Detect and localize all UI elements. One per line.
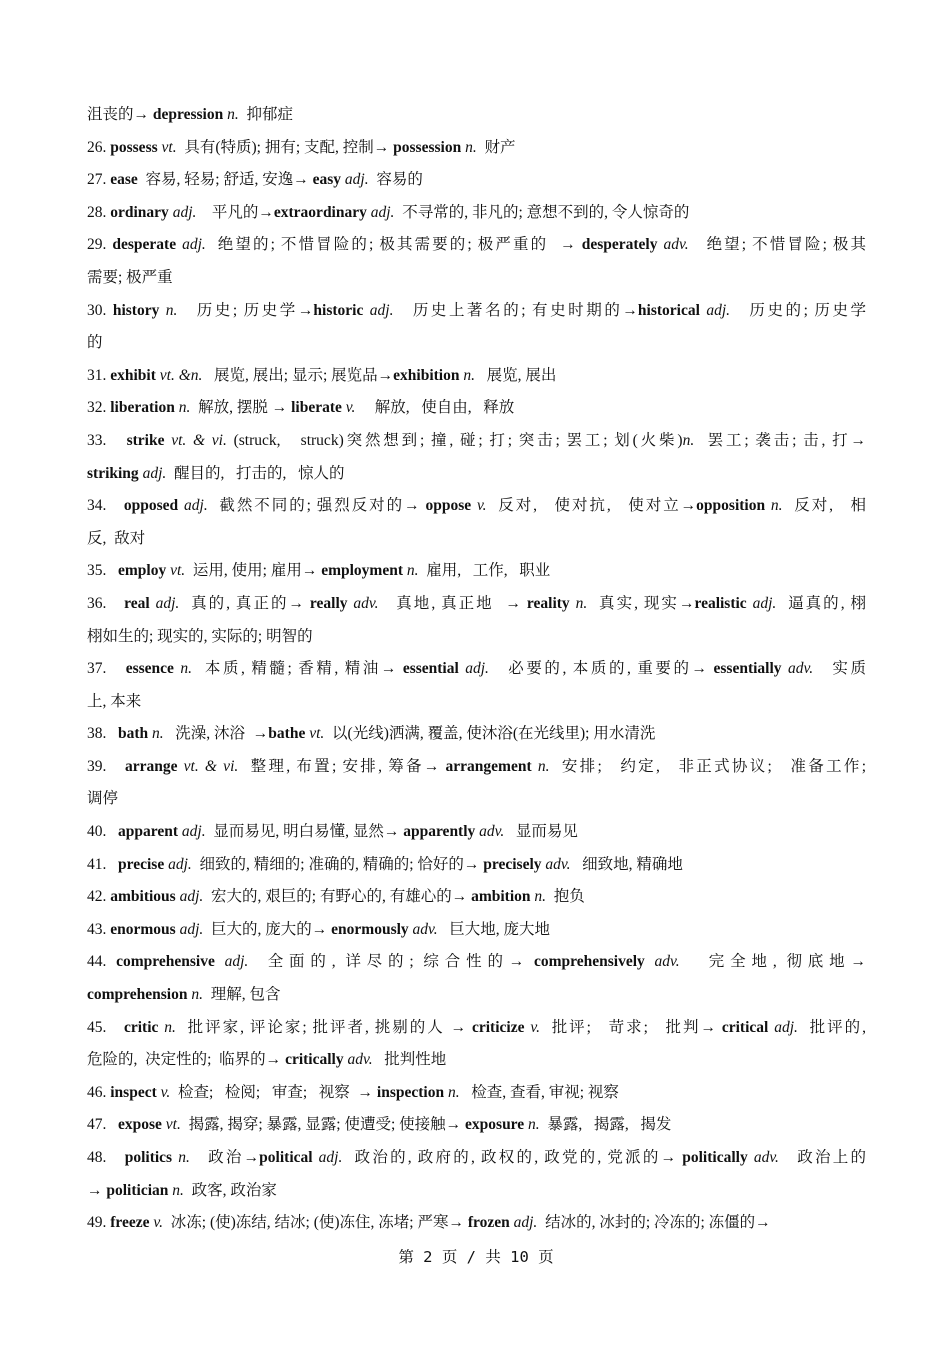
part-of-speech: v. <box>524 1018 540 1036</box>
definition-text: 49. <box>87 1214 111 1232</box>
entry-line <box>87 686 866 719</box>
definition-text: 理解, 包含 <box>202 986 281 1004</box>
headword: historical <box>637 301 700 319</box>
part-of-speech: adj. <box>768 1018 798 1036</box>
headword: comprehensively <box>534 953 645 971</box>
headword: inspection <box>376 1083 445 1101</box>
headword: critically <box>285 1051 344 1069</box>
vocab-entry <box>87 946 866 1011</box>
headword: liberate <box>291 399 342 417</box>
definition-text: 抱负 <box>546 888 585 906</box>
part-of-speech: vt. & vi. <box>177 757 239 775</box>
part-of-speech: adv. <box>408 920 438 938</box>
vocab-entry <box>87 914 866 947</box>
definition-text: 解放, 使自由, 释放 <box>355 399 515 417</box>
part-of-speech: n. <box>444 1083 460 1101</box>
definition-text: 雇用, 工作, 职业 <box>418 562 551 580</box>
page-number: 第 2 页 / 共 10 页 <box>398 1248 554 1266</box>
headword: freeze <box>110 1214 150 1232</box>
headword: arrangement <box>445 757 532 775</box>
entry-line <box>87 327 866 360</box>
definition-text: 历史; 历史学→ <box>177 301 314 319</box>
entry-line <box>87 783 866 816</box>
definition-text: 政客, 政治家 <box>183 1181 277 1199</box>
part-of-speech: n. <box>765 497 783 515</box>
part-of-speech: vt. <box>161 1116 181 1134</box>
part-of-speech: adv. <box>347 594 379 612</box>
entry-line <box>87 1175 866 1208</box>
definition-text: 财产 <box>476 138 516 156</box>
definition-text: 反对, 相 <box>782 497 866 515</box>
definition-text: 巨大地, 庞大地 <box>437 920 551 938</box>
definition-text: 检查, 查看, 审视; 视察 <box>459 1083 619 1101</box>
vocab-entry <box>87 164 866 197</box>
vocab-entry <box>87 555 866 588</box>
part-of-speech: adj. <box>175 888 204 906</box>
part-of-speech: adj. <box>168 203 197 221</box>
definition-text: 安排; 约定, 非正式协议; 准备工作; <box>549 757 866 775</box>
part-of-speech: vt. & vi. <box>164 431 227 449</box>
headword: ambition <box>471 888 531 906</box>
definition-text: 洗澡, 沐浴 → <box>163 725 269 743</box>
vocab-entry <box>87 881 866 914</box>
definition-text: 平凡的→ <box>196 203 274 221</box>
part-of-speech: v. <box>341 399 356 417</box>
entry-line <box>87 946 866 979</box>
definition-text: 批判性地 <box>372 1051 447 1069</box>
entry-line <box>87 99 866 132</box>
part-of-speech: adv. <box>644 953 680 971</box>
part-of-speech: adj. <box>178 823 206 841</box>
definition-text: 41. <box>87 855 118 873</box>
part-of-speech: adj. <box>149 594 180 612</box>
definition-text: 显而易见, 明白易懂, 显然→ <box>205 823 404 841</box>
vocab-entry <box>87 1077 866 1110</box>
definition-text: 检查; 检阅; 审查; 视察 → <box>170 1083 377 1101</box>
part-of-speech: n. <box>459 366 475 384</box>
definition-text: 解放, 摆脱 → <box>190 399 292 417</box>
entry-line <box>87 849 866 882</box>
headword: possess <box>110 138 158 156</box>
definition-text: 批评家, 评论家; 批评者, 挑剔的人 → <box>175 1018 472 1036</box>
definition-text: 47. <box>87 1116 118 1134</box>
part-of-speech: n. <box>158 1018 176 1036</box>
part-of-speech: n. <box>172 1149 190 1166</box>
vocab-entry <box>87 718 866 751</box>
definition-text: (struck, struck)突然想到; 撞, 碰; 打; 突击; 罢工; 划(火柴) <box>226 431 683 449</box>
headword: ordinary <box>110 203 169 221</box>
definition-text: 历史上著名的; 有史时期的→ <box>393 301 638 319</box>
definition-text: 上, 本来 <box>87 692 142 710</box>
part-of-speech: adj. <box>341 171 369 189</box>
definition-text: 运用, 使用; 雇用→ <box>185 562 322 580</box>
definition-text: 27. <box>87 171 111 189</box>
definition-text: 巨大的, 庞大的→ <box>203 920 332 938</box>
headword: striking <box>87 464 139 482</box>
part-of-speech: n. <box>682 431 695 449</box>
headword: desperately <box>581 236 658 254</box>
definition-text: 揭露, 揭穿; 暴露, 显露; 使遭受; 使接触→ <box>180 1116 466 1134</box>
headword: easy <box>312 171 342 189</box>
entry-line <box>87 197 866 230</box>
definition-text: 32. <box>87 399 111 417</box>
entry-line <box>87 1207 866 1240</box>
entry-line <box>87 229 866 262</box>
definition-text: 需要; 极严重 <box>87 268 173 286</box>
entry-line <box>87 262 866 295</box>
definition-text: 沮丧的→ <box>87 106 153 123</box>
part-of-speech: adv. <box>541 855 571 873</box>
headword: frozen <box>467 1214 510 1232</box>
headword: real <box>124 594 150 612</box>
headword: employ <box>118 562 167 580</box>
headword: liberation <box>110 399 175 417</box>
headword: critical <box>721 1018 769 1036</box>
headword: enormously <box>331 920 409 938</box>
definition-text: 抑郁症 <box>238 106 293 123</box>
entry-line <box>87 1142 866 1175</box>
definition-text: 39. <box>87 757 125 775</box>
part-of-speech: vt. &n. <box>155 366 203 384</box>
vocab-entry <box>87 425 866 490</box>
part-of-speech: adv. <box>657 236 689 254</box>
vocab-entry <box>87 295 866 360</box>
entry-line <box>87 164 866 197</box>
headword: apparent <box>118 823 179 841</box>
headword: enormous <box>110 920 176 938</box>
entry-line <box>87 555 866 588</box>
definition-text: → <box>87 1181 107 1199</box>
definition-text: 全面的, 详尽的; 综合性的→ <box>248 953 535 971</box>
headword: opposed <box>123 497 179 515</box>
definition-text: 完全地, 彻底地→ <box>679 953 866 971</box>
headword: exposure <box>465 1116 525 1134</box>
entry-line <box>87 295 866 328</box>
headword: critic <box>123 1018 159 1036</box>
part-of-speech: n. <box>159 301 178 319</box>
part-of-speech: n. <box>148 725 164 743</box>
headword: opposition <box>696 497 766 515</box>
entry-line <box>87 653 866 686</box>
entry-line <box>87 751 866 784</box>
vocab-entry <box>87 99 866 132</box>
part-of-speech: v. <box>156 1083 171 1101</box>
definition-text: 真地, 真正地 → <box>378 594 527 612</box>
part-of-speech: adj. <box>214 953 249 971</box>
vocab-entry <box>87 1207 866 1240</box>
definition-text: 暴露, 揭露, 揭发 <box>539 1116 672 1134</box>
headword: essential <box>402 660 459 678</box>
definition-text: 政治上的 <box>778 1149 866 1166</box>
definition-text: 真的, 真正的→ <box>179 594 310 612</box>
part-of-speech: adj. <box>164 855 192 873</box>
entry-line <box>87 458 866 491</box>
definition-text: 批评; 苛求; 批判→ <box>539 1018 722 1036</box>
part-of-speech: adj. <box>366 203 395 221</box>
definition-text: 不寻常的, 非凡的; 意想不到的, 令人惊奇的 <box>394 203 690 221</box>
definition-text: 批评的, <box>797 1018 866 1036</box>
headword: precise <box>118 855 165 873</box>
part-of-speech: n. <box>223 106 239 123</box>
definition-text: 历史的; 历史学 <box>730 301 866 319</box>
definition-text: 展览, 展出; 显示; 展览品→ <box>202 366 394 384</box>
entry-line <box>87 1012 866 1045</box>
definition-text: 33. <box>87 431 127 449</box>
headword: exhibition <box>393 366 460 384</box>
part-of-speech: adj. <box>699 301 731 319</box>
part-of-speech: n. <box>174 399 191 417</box>
headword: essentially <box>713 660 782 678</box>
part-of-speech: adv. <box>747 1149 779 1166</box>
definition-text: 栩如生的; 现实的, 实际的; 明智的 <box>87 627 313 645</box>
vocab-entry <box>87 360 866 393</box>
definition-text: 结冰的, 冰封的; 冷冻的; 冻僵的→ <box>537 1214 771 1232</box>
headword: reality <box>526 594 570 612</box>
headword: strike <box>126 431 165 449</box>
definition-text: 展览, 展出 <box>474 366 557 384</box>
vocab-entry <box>87 1142 866 1207</box>
entry-line <box>87 523 866 556</box>
headword: desperate <box>112 236 177 254</box>
definition-text: 26. <box>87 138 111 156</box>
vocab-entry <box>87 816 866 849</box>
entry-line <box>87 490 866 523</box>
entry-line <box>87 425 866 458</box>
definition-text: 整理, 布置; 安排, 筹备→ <box>238 757 446 775</box>
headword: essence <box>125 660 174 678</box>
definition-text: 必要的, 本质的, 重要的→ <box>488 660 714 678</box>
definition-text: 28. <box>87 203 111 221</box>
part-of-speech: adj. <box>175 920 204 938</box>
definition-text: 37. <box>87 660 126 678</box>
definition-text: 显而易见 <box>504 823 578 841</box>
part-of-speech: adv. <box>781 660 814 678</box>
headword: arrange <box>124 757 178 775</box>
entry-line <box>87 1077 866 1110</box>
definition-text: 绝望; 不惜冒险; 极其 <box>688 236 866 254</box>
definition-text: 30. <box>87 301 113 319</box>
definition-text: 40. <box>87 823 118 841</box>
entry-line <box>87 1109 866 1142</box>
vocab-entry <box>87 132 866 165</box>
definition-text: 反, 敌对 <box>87 529 146 547</box>
part-of-speech: adv. <box>343 1051 373 1069</box>
definition-text: 34. <box>87 497 124 515</box>
entry-line <box>87 816 866 849</box>
definition-text: 醒目的, 打击的, 惊人的 <box>166 464 345 482</box>
entry-line <box>87 881 866 914</box>
part-of-speech: n. <box>524 1116 540 1134</box>
definition-text: 实质 <box>813 660 866 678</box>
definition-text: 以(光线)洒满, 覆盖, 使沐浴(在光线里); 用水清洗 <box>324 725 656 743</box>
vocab-entry <box>87 1012 866 1077</box>
part-of-speech: vt. <box>305 725 325 743</box>
entry-line <box>87 1044 866 1077</box>
part-of-speech: adv. <box>475 823 505 841</box>
definition-text: 政治的, 政府的, 政权的, 政党的, 党派的→ <box>342 1149 683 1166</box>
definition-text: 43. <box>87 920 111 938</box>
vocab-entry <box>87 490 866 555</box>
headword: historic <box>313 301 364 319</box>
headword: inspect <box>110 1083 157 1101</box>
part-of-speech: adj. <box>509 1214 538 1232</box>
part-of-speech: adj. <box>363 301 394 319</box>
definition-text: 调停 <box>87 790 119 808</box>
definition-text: 容易的 <box>368 171 423 189</box>
definition-text: 真实, 现实→ <box>587 594 695 612</box>
part-of-speech: adj. <box>178 497 208 515</box>
headword: history <box>112 301 160 319</box>
part-of-speech: adj. <box>312 1149 343 1166</box>
part-of-speech: adj. <box>138 464 167 482</box>
entry-line <box>87 979 866 1012</box>
definition-text: 的 <box>87 334 103 352</box>
headword: criticize <box>471 1018 525 1036</box>
headword: realistic <box>694 594 747 612</box>
definition-text: 逼真的, 栩 <box>776 594 866 612</box>
headword: bathe <box>268 725 306 743</box>
part-of-speech: vt. <box>157 138 177 156</box>
part-of-speech: v. <box>471 497 487 515</box>
part-of-speech: n. <box>173 660 192 678</box>
vocab-entry <box>87 588 866 653</box>
headword: expose <box>118 1116 162 1134</box>
definition-text: 36. <box>87 594 125 612</box>
definition-text: 29. <box>87 236 113 254</box>
part-of-speech: n. <box>530 888 547 906</box>
part-of-speech: vt. <box>166 562 186 580</box>
headword: precisely <box>483 855 542 873</box>
entry-line <box>87 360 866 393</box>
headword: ease <box>110 171 138 189</box>
part-of-speech: n. <box>168 1181 184 1199</box>
entry-line <box>87 392 866 425</box>
definition-text: 本质, 精髓; 香精, 精油→ <box>192 660 403 678</box>
definition-text: 具有(特质); 拥有; 支配, 控制→ <box>176 138 394 156</box>
headword: bath <box>118 725 149 743</box>
definition-text: 42. <box>87 888 111 906</box>
headword: ambitious <box>110 888 176 906</box>
definition-text: 38. <box>87 725 118 743</box>
definition-text: 容易, 轻易; 舒适, 安逸→ <box>137 171 313 189</box>
headword: comprehensive <box>116 953 215 971</box>
definition-text: 44. <box>87 953 117 971</box>
headword: oppose <box>425 497 472 515</box>
headword: extraordinary <box>273 203 367 221</box>
part-of-speech: adj. <box>746 594 777 612</box>
part-of-speech: v. <box>149 1214 164 1232</box>
part-of-speech: n. <box>569 594 588 612</box>
entry-line <box>87 621 866 654</box>
headword: employment <box>321 562 404 580</box>
headword: political <box>259 1149 313 1166</box>
part-of-speech: n. <box>531 757 550 775</box>
entry-line <box>87 914 866 947</box>
entry-line <box>87 132 866 165</box>
part-of-speech: n. <box>461 138 477 156</box>
part-of-speech: n. <box>403 562 419 580</box>
definition-text: 46. <box>87 1083 111 1101</box>
headword: really <box>309 594 348 612</box>
entry-line <box>87 718 866 751</box>
definition-text: 35. <box>87 562 118 580</box>
entry-line <box>87 588 866 621</box>
definition-text: 罢工; 袭击; 击, 打→ <box>694 431 866 449</box>
part-of-speech: adj. <box>176 236 206 254</box>
definition-text: 45. <box>87 1018 124 1036</box>
vocab-entry <box>87 653 866 718</box>
vocabulary-list <box>87 99 866 1240</box>
definition-text: 48. <box>87 1149 125 1166</box>
definition-text: 细致地, 精确地 <box>570 855 683 873</box>
definition-text: 反对, 使对抗, 使对立→ <box>486 497 697 515</box>
vocab-entry <box>87 849 866 882</box>
vocab-entry <box>87 229 866 294</box>
definition-text: 截然不同的; 强烈反对的→ <box>207 497 426 515</box>
definition-text: 31. <box>87 366 111 384</box>
definition-text: 政治→ <box>189 1149 260 1166</box>
headword: possession <box>393 138 462 156</box>
vocab-entry <box>87 1109 866 1142</box>
vocab-entry <box>87 751 866 816</box>
headword: politically <box>682 1149 748 1166</box>
headword: politics <box>124 1149 173 1166</box>
headword: politician <box>106 1181 169 1199</box>
definition-text: 细致的, 精细的; 准确的, 精确的; 恰好的→ <box>191 855 484 873</box>
part-of-speech: adj. <box>458 660 489 678</box>
definition-text: 宏大的, 艰巨的; 有野心的, 有雄心的→ <box>203 888 472 906</box>
vocab-entry <box>87 392 866 425</box>
headword: depression <box>152 106 224 123</box>
definition-text: 绝望的; 不惜冒险的; 极其需要的; 极严重的 → <box>205 236 582 254</box>
headword: apparently <box>403 823 476 841</box>
vocab-entry <box>87 197 866 230</box>
definition-text: 危险的, 决定性的; 临界的→ <box>87 1051 286 1069</box>
definition-text: 冰冻; (使)冻结, 结冰; (使)冻住, 冻堵; 严寒→ <box>163 1214 468 1232</box>
part-of-speech: n. <box>187 986 203 1004</box>
headword: exhibit <box>110 366 156 384</box>
headword: comprehension <box>87 986 188 1004</box>
